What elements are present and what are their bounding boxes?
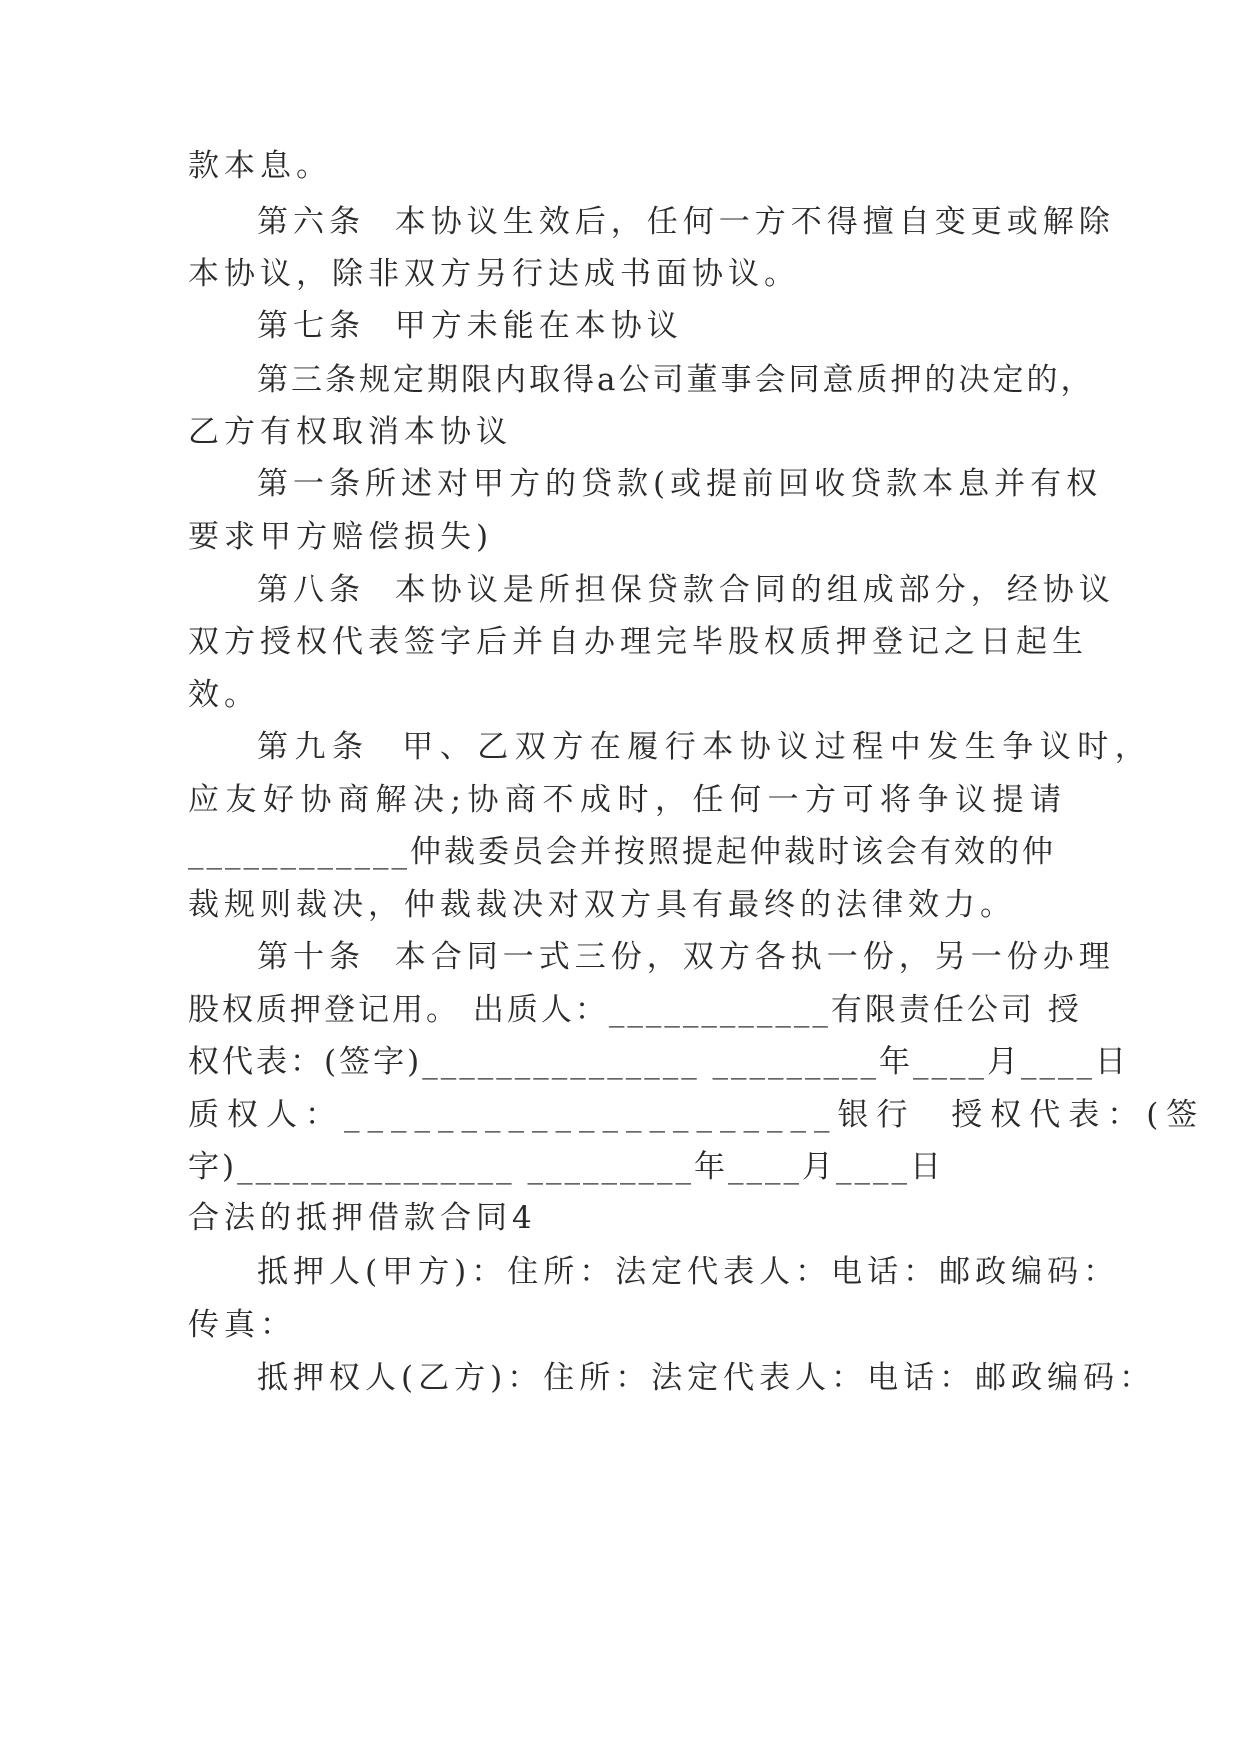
text-line: 效。 (188, 677, 260, 713)
article-9-line: 第九条 甲、乙双方在履行本协议过程中发生争议时， (257, 729, 1153, 765)
arbitration-blank-line: ____________仲裁委员会并按照提起仲裁时该会有效的仲 (188, 834, 1056, 870)
mortgagee-info-line: 抵押权人(乙方)：住所：法定代表人：电话：邮政编码： (257, 1360, 1156, 1396)
text-line: 本协议，除非双方另行达成书面协议。 (188, 256, 800, 292)
pledgor-signature-line: 股权质押登记用。 出质人：____________有限责任公司 授 (188, 992, 1082, 1028)
mortgagor-info-line: 抵押人(甲方)：住所：法定代表人：电话：邮政编码： (257, 1254, 1120, 1290)
text-line: 裁规则裁决，仲裁裁决对双方具有最终的法律效力。 (188, 887, 1016, 923)
article-8-line: 第八条 本协议是所担保贷款合同的组成部分，经协议 (257, 572, 1115, 608)
text-line: 第三条规定期限内取得a公司董事会同意质押的决定的， (257, 362, 1095, 398)
text-line: 第一条所述对甲方的贷款(或提前回收贷款本息并有权 (257, 466, 1103, 502)
text-line: 乙方有权取消本协议 (188, 414, 512, 450)
text-line: 款本息。 (188, 148, 332, 184)
text-line: 双方授权代表签字后并自办理完毕股权质押登记之日起生 (188, 624, 1088, 660)
signature-date-line: 权代表：(签字)_______________ _________年____月____日 (188, 1044, 1130, 1080)
article-7-line: 第七条 甲方未能在本协议 (257, 308, 683, 344)
text-line: 传真： (188, 1307, 296, 1343)
text-line: 要求甲方赔偿损失) (188, 519, 494, 555)
article-10-line: 第十条 本合同一式三份，双方各执一份，另一份办理 (257, 939, 1115, 975)
text-line: 应友好协商解决;协商不成时，任何一方可将争议提请 (188, 782, 1068, 818)
pledgee-signature-line: 质权人：_____________________银行 授权代表：(签 (188, 1097, 1206, 1133)
article-6-line: 第六条 本协议生效后，任何一方不得擅自变更或解除 (257, 204, 1115, 240)
section-title: 合法的抵押借款合同4 (188, 1200, 537, 1236)
signature-date-line: 字)_______________ _________年____月____日 (188, 1149, 944, 1185)
